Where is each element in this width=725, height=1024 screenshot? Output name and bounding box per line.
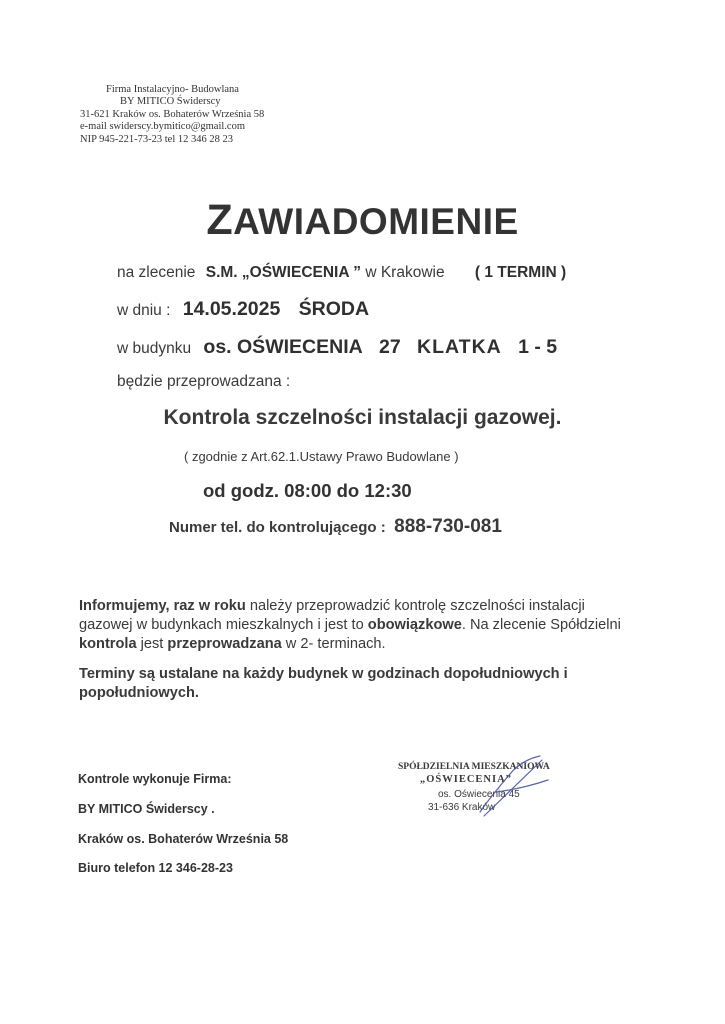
company-name: BY MITICO Świderscy <box>120 96 221 108</box>
info-paragraph-text-2: . Na zlecenie Spółdzielni <box>461 617 621 633</box>
order-term: ( 1 TERMIN ) <box>474 264 567 281</box>
info-paragraph <box>79 597 639 654</box>
info-paragraph-kontrola: kontrola <box>79 636 137 652</box>
company-address: 31-621 Kraków os. Bohaterów Września 58 <box>80 108 265 120</box>
info-paragraph-conducted: przeprowadzana <box>167 636 282 652</box>
title-rest: AWIADOMIENIE <box>233 201 519 242</box>
info-paragraph-mandatory: obowiązkowe <box>367 617 462 633</box>
visit-date: 14.05.2025 <box>182 298 281 320</box>
company-email: e-mail swiderscy.bymitico@gmail.com <box>80 121 245 133</box>
date-line <box>117 298 369 321</box>
footer-line-4: Biuro telefon 12 346-28-23 <box>78 861 233 875</box>
company-type: Firma Instalacyjno- Budowlana <box>106 84 239 95</box>
order-prefix: na zlecenie <box>117 264 196 281</box>
info-paragraph-text-4: w 2- terminach. <box>281 636 386 652</box>
order-client: S.M. „OŚWIECENIA ” <box>205 264 362 281</box>
document-title <box>0 196 725 245</box>
company-header <box>80 84 264 146</box>
building-number: 27 <box>379 336 401 358</box>
order-suffix: w Krakowie <box>365 264 445 281</box>
info-paragraph-lead: Informujemy, raz w roku <box>79 598 246 614</box>
contact-line <box>169 516 502 538</box>
contact-label: Numer tel. do kontrolującego : <box>169 519 386 536</box>
stamp-line-2: „OŚWIECENIA” <box>420 774 512 785</box>
building-prefix: w budynku <box>117 340 192 357</box>
order-line <box>117 264 566 282</box>
visit-day: ŚRODA <box>298 298 370 320</box>
info-paragraph-text-1: należy przeprowadzić kontrolę szczelności instalacji gazowej w budynkach mieszkalnych i jest to <box>79 598 585 633</box>
schedule-paragraph: Terminy są ustalane na każdy budynek w godzinach dopołudniowych i popołudniowych. <box>79 666 568 701</box>
cooperative-stamp <box>392 752 567 824</box>
building-staircase-range: 1 - 5 <box>518 336 558 358</box>
legal-basis: ( zgodnie z Art.62.1.Ustawy Prawo Budowlane ) <box>184 449 459 464</box>
company-nip-phone: NIP 945-221-73-23 tel 12 346 28 23 <box>80 133 234 145</box>
stamp-signature <box>392 752 567 824</box>
footer-line-1: Kontrole wykonuje Firma: <box>78 772 232 786</box>
date-prefix: w dniu : <box>117 302 171 319</box>
footer-line-3: Kraków os. Bohaterów Września 58 <box>78 832 289 846</box>
contact-phone: 888-730-081 <box>394 516 502 537</box>
building-line <box>117 336 557 359</box>
stamp-line-1: SPÓŁDZIELNIA MIESZKANIOWA <box>398 762 550 772</box>
footer-line-2: BY MITICO Świderscy . <box>78 802 215 816</box>
building-address: os. OŚWIECENIA <box>203 336 363 358</box>
title-first-letter: Z <box>206 196 234 244</box>
main-subject: Kontrola szczelności instalacji gazowej. <box>163 406 562 429</box>
building-staircase: KLATKA <box>417 336 502 358</box>
hours: od godz. 08:00 do 12:30 <box>203 480 412 501</box>
info-paragraph-text-3: jest <box>136 636 168 652</box>
conducted-label: będzie przeprowadzana : <box>117 373 291 390</box>
stamp-line-4: 31-636 Kraków <box>428 802 496 813</box>
stamp-line-3: os. Oświecenia 45 <box>438 789 520 800</box>
